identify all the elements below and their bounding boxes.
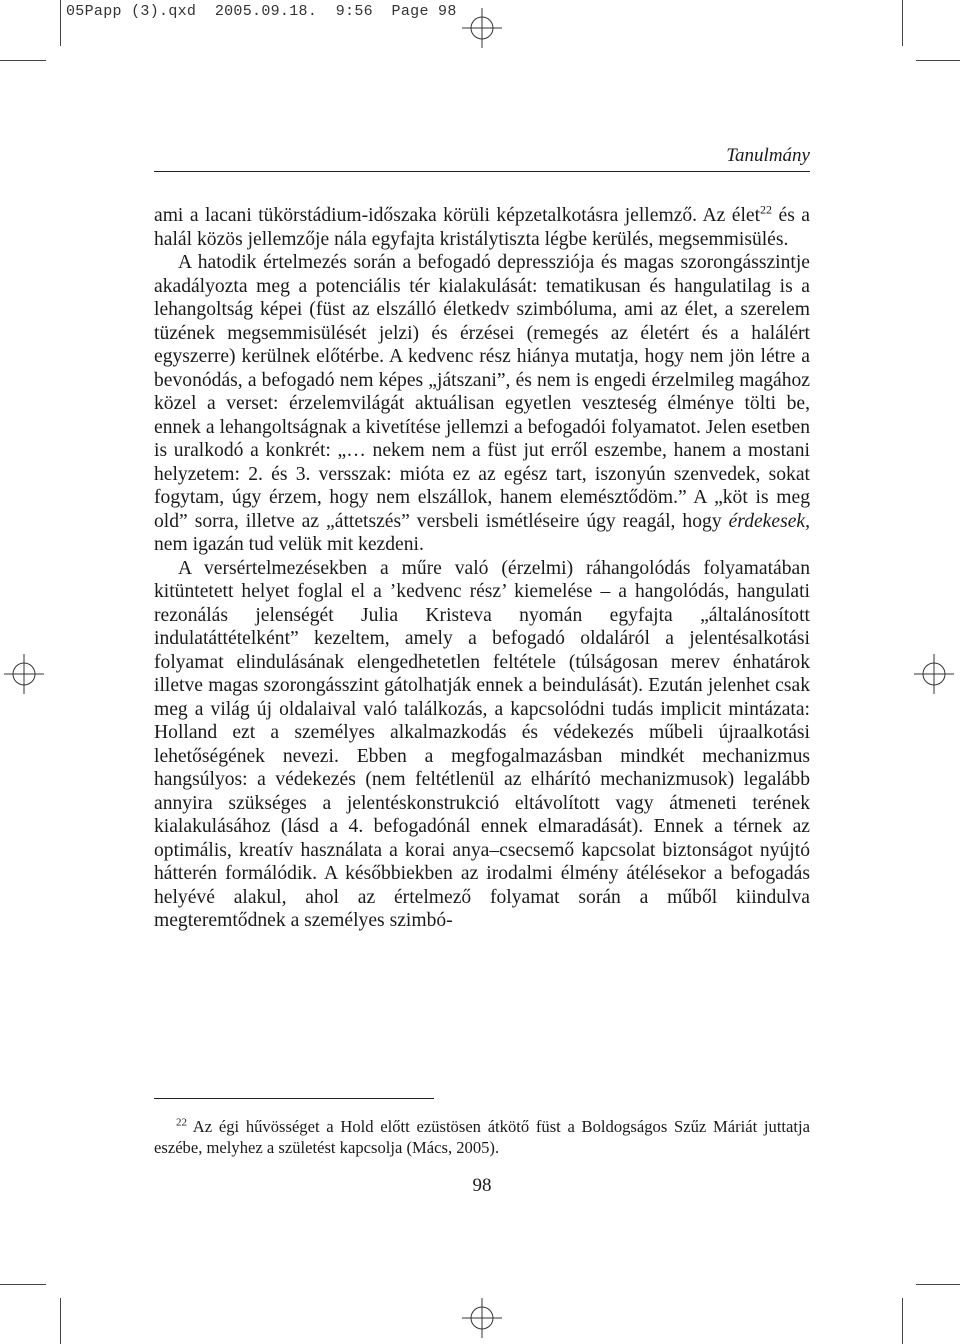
header-rule <box>154 171 810 172</box>
footnote-reference: 22 <box>760 202 773 217</box>
registration-mark-top-icon <box>462 8 502 48</box>
crop-mark-top-right-vertical <box>902 0 903 46</box>
paragraph-2 <box>154 251 810 557</box>
running-header: Tanulmány <box>726 145 810 166</box>
footnote-rule <box>154 1098 434 1099</box>
paragraph-1-text-b: és a halál közös jellemzője nála egyfajta kristálytiszta légbe kerülés, megsemmisülés. <box>154 205 810 250</box>
paragraph-3: A versértelmezésekben a műre való (érzelmi) ráhangolódás folyamatában kitüntetett helyet foglal el a ’kedvenc rész’ kiemelése – a hangolódás, hangulati rezonálás jelenségét Julia Kristeva nyomán egyfajta „általánosított indulatáttételként” kezeltem, amely a befogadó oldaláról a jelentésalkotási folyamat elindulásának elengedhetetlen feltétele (túlságosan merev énhatárok illetve magas szorongásszint gátolhatják ennek a beindulását). Ezután jelenhet csak meg a világ új oldalaival való találkozás, a kapcsolódni tudás implicit mintázata: Holland ezt a személyes alkalmazkodás és védekezés műbeli újraalkotási lehetőségének nevezi. Ebben a megfogalmazásban mindkét mechanizmus hangsúlyos: a védekezés (nem feltétlenül az elhárító mechanizmusok) legalább annyira szükséges a jelentéskonstrukció eltávolított vagy átmeneti terének kialakulásához (lásd a 4. befogadónál ennek elmaradását). Ennek a térnek az optimális, kreatív használata a korai anya–csecsemő kapcsolat biztonságot nyújtó hátterén formálódik. A későbbiekben az irodalmi élmény átélésekor a befogadás helyévé alakul, ahol az értelmező folyamat során a műből kiindulva megteremtődnek a személyes szimbó- <box>154 557 810 931</box>
paragraph-2-text: A hatodik értelmezés során a befogadó depressziója és magas szorongásszintje akadályozta meg a potenciális tér kialakulását: tematikusan és hangulatilag is a lehangoltság képei (füst az elszálló életkedv szimbóluma, ami az élet, a szerelem tüzének megsemmisülését jelzi) és érzései (remegés az életért és a halálért egyszerre) kerülnek előtérbe. A kedvenc rész hiánya mutatja, hogy nem jön létre a bevonódás, a befogadó nem képes „játszani”, és nem is engedi érzelmileg magához közel a verset: érzelemvilágát aktuálisan egyetlen veszteség élménye tölti be, ennek a lehangoltságnak a kivetítése jellemzi a befogadói folyamatot. Jelen esetben is uralkodó a konkrét: „… nekem nem a füst jut erről eszembe, hanem a mostani helyzetem: 2. és 3. versszak: mióta ez az egész tart, iszonyún szenvedek, sokat fogytam, úgy érzem, hogy nem elszállok, hanem elemésztődöm.” A „köt is meg old” sorra, illetve az „áttetszés” versbeli ismétléseire úgy reagál, hogy <box>154 252 810 532</box>
registration-mark-bottom-icon <box>462 1298 502 1338</box>
crop-mark-bottom-left-horizontal <box>0 1284 46 1285</box>
crop-mark-top-right-horizontal <box>916 60 960 61</box>
paragraph-1-text-a: ami a lacani tükörstádium-időszaka körüli képzetalkotásra jellemző. Az élet <box>154 205 761 226</box>
footnote <box>154 1116 810 1158</box>
paragraph-1 <box>154 204 810 251</box>
crop-mark-bottom-left-vertical <box>60 1298 61 1344</box>
registration-mark-left-icon <box>4 654 44 694</box>
paragraph-2-end: nem igazán tud velük mit kezdeni. <box>154 534 424 555</box>
crop-mark-top-left-horizontal <box>0 60 46 61</box>
paragraph-2-italic: érdekesek, <box>728 510 810 532</box>
footnote-text: Az égi hűvösséget a Hold előtt ezüstösen átkötő füst a Boldogságos Szűz Máriát juttatja eszébe, melyhez a születést kapcsolja (Mács, 2005). <box>154 1117 810 1157</box>
registration-mark-right-icon <box>914 654 954 694</box>
article-body <box>154 204 810 933</box>
crop-mark-top-left-vertical <box>60 0 61 46</box>
footnote-number: 22 <box>176 1116 187 1129</box>
page-number: 98 <box>472 1175 492 1196</box>
printer-slug: 05Papp (3).qxd 2005.09.18. 9:56 Page 98 <box>66 3 457 20</box>
crop-mark-bottom-right-horizontal <box>916 1284 960 1285</box>
crop-mark-bottom-right-vertical <box>902 1298 903 1344</box>
